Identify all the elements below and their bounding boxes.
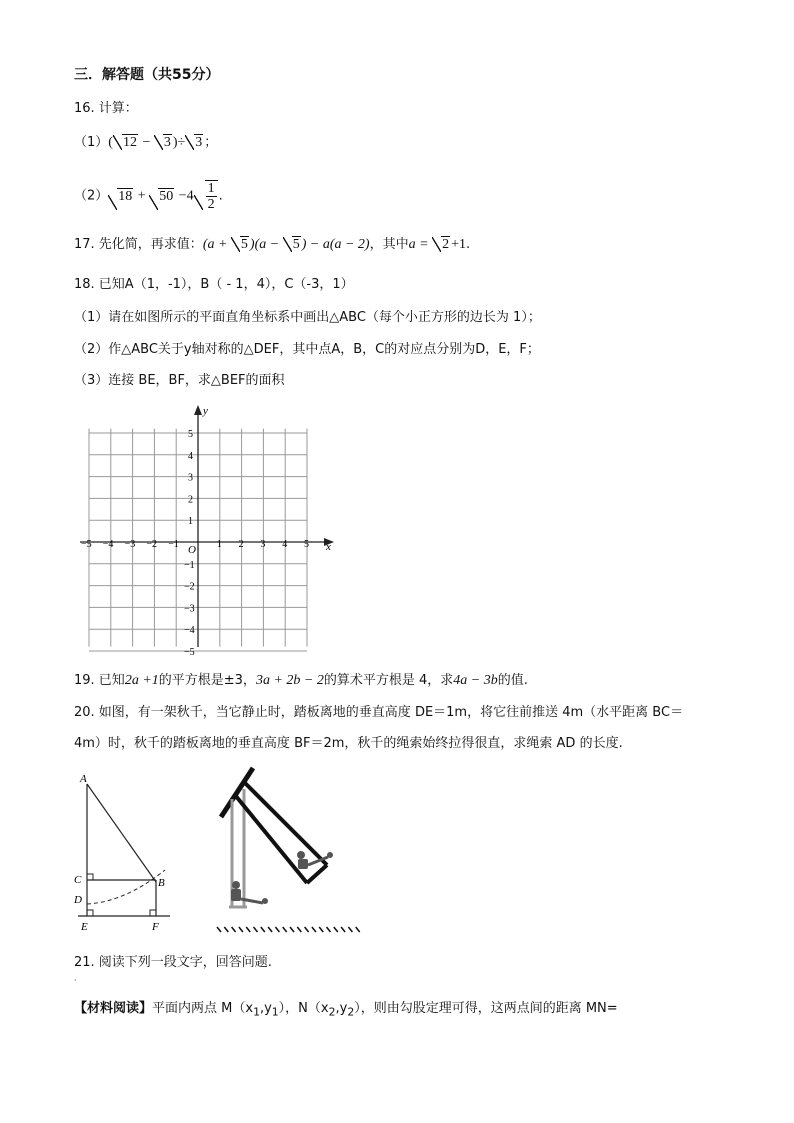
q18-part2: （2）作△ABC关于y轴对称的△DEF，其中点A，B，C的对应点分别为D，E，F； xyxy=(74,342,540,357)
q18-stem: 18. 已知A（1，-1），B（ - 1，4），C（-3，1） xyxy=(74,277,354,292)
ground-hatch xyxy=(268,927,272,932)
ground-hatch xyxy=(356,927,360,932)
point-D-label: D xyxy=(74,894,82,906)
section-title: 三．解答题（共55分） xyxy=(74,67,220,83)
ground-hatch xyxy=(283,927,287,932)
x-tick-label: 1 xyxy=(216,539,222,550)
y-tick-label: 3 xyxy=(188,472,193,484)
x-tick-label: 2 xyxy=(238,539,244,550)
y-tick-label: 2 xyxy=(188,494,193,506)
dot-mark: · xyxy=(74,976,77,985)
sqrt-symbol: 3 xyxy=(185,134,203,152)
ground-hatch xyxy=(334,927,338,932)
y-tick-label: −2 xyxy=(184,581,195,593)
y-tick-label: −4 xyxy=(184,625,195,637)
origin-label: O xyxy=(188,544,196,556)
ground-hatch xyxy=(275,927,279,932)
y-tick-label: −5 xyxy=(184,647,195,655)
q18-part3: （3）连接 BE，BF，求△BEF的面积 xyxy=(74,373,285,388)
q18-part1: （1）请在如图所示的平面直角坐标系中画出△ABC（每个小正方形的边长为 1）； xyxy=(74,310,541,325)
x-tick-label: −1 xyxy=(168,539,179,550)
x-tick-label: −3 xyxy=(124,539,136,550)
ground-hatch xyxy=(246,927,250,932)
x-axis-label: x xyxy=(326,541,331,553)
y-axis-arrow-icon xyxy=(194,405,202,415)
q16-part1: （1）( 12 − 3 )÷ 3 ； xyxy=(74,135,218,150)
ground-hatch xyxy=(290,927,294,932)
ground-hatch xyxy=(348,927,352,932)
ground-hatch xyxy=(341,927,345,932)
q20-line1: 20. 如图，有一架秋千，当它静止时，踏板离地的垂直高度 DE＝1m，将它往前推送 4m（水平距离 BC＝ xyxy=(74,705,684,720)
ground-hatch xyxy=(297,927,301,932)
q17: 17. 先化简，再求值：(a + 5 )(a − 5 ) − a(a − 2)，其中a = 2 +1. xyxy=(74,237,471,252)
point-A-label: A xyxy=(80,773,87,785)
y-tick-label: −1 xyxy=(184,559,195,571)
x-tick-label: −2 xyxy=(146,539,158,550)
sqrt-symbol: 5 xyxy=(283,236,301,254)
sqrt-symbol: $\frac{1}{2}$ xyxy=(194,180,218,212)
child-figure-icon xyxy=(231,881,268,904)
swing-illustration xyxy=(215,765,365,935)
sqrt-symbol: 5 xyxy=(231,236,249,254)
point-E-label: E xyxy=(81,921,88,933)
ground-hatch xyxy=(239,927,243,932)
x-tick-label: 3 xyxy=(260,539,266,550)
ground-hatch xyxy=(232,927,236,932)
ground-hatch xyxy=(261,927,265,932)
y-axis-label: y xyxy=(203,405,208,417)
x-tick-label: 5 xyxy=(304,539,309,550)
sqrt-symbol: 12 xyxy=(113,134,138,152)
swing-geometry-figure xyxy=(70,770,180,935)
sqrt-symbol: 3 xyxy=(154,134,172,152)
q16-stem: 16. 计算： xyxy=(74,101,138,116)
x-tick-label: −5 xyxy=(81,539,92,550)
coordinate-grid xyxy=(70,400,350,655)
y-tick-label: 5 xyxy=(188,429,193,440)
ground-hatch xyxy=(319,927,323,932)
point-C-label: C xyxy=(74,874,82,886)
q20-line2: 4m）时，秋千的踏板离地的垂直高度 BF＝2m，秋千的绳索始终拉得很直，求绳索 AD 的长度. xyxy=(74,736,623,751)
q16-part2: （2） 18 + 50 −4 $\frac{1}{2}$ . xyxy=(74,181,223,212)
point-F-label: F xyxy=(152,921,159,933)
sqrt-symbol: 50 xyxy=(149,182,174,212)
ground-hatch xyxy=(224,927,228,932)
q21-stem: 21. 阅读下列一段文字，回答问题. xyxy=(74,955,272,970)
ground-hatch xyxy=(254,927,258,932)
x-tick-label: 4 xyxy=(282,539,288,550)
ground-hatch xyxy=(217,927,221,932)
y-tick-label: 1 xyxy=(188,516,193,528)
q19: 19. 已知2a +1的平方根是±3，3a + 2b − 2的算术平方根是 4，求4a − 3b的值. xyxy=(74,673,528,688)
ground-hatch xyxy=(305,927,309,932)
q21-material: 【材料阅读】平面内两点 $M(x_1,y_1)$，$N(x_2,y_2)$，则由勾股定理可得，这两点间的距离 MN= xyxy=(74,1001,618,1019)
sqrt-symbol: 18 xyxy=(108,182,133,212)
point-B-label: B xyxy=(158,877,165,889)
x-tick-label: −4 xyxy=(102,539,114,550)
y-tick-label: −3 xyxy=(184,603,195,615)
sqrt-symbol: 2 xyxy=(432,236,450,254)
y-tick-label: 4 xyxy=(188,450,193,462)
ground-hatch xyxy=(327,927,331,932)
ground-hatch xyxy=(312,927,316,932)
